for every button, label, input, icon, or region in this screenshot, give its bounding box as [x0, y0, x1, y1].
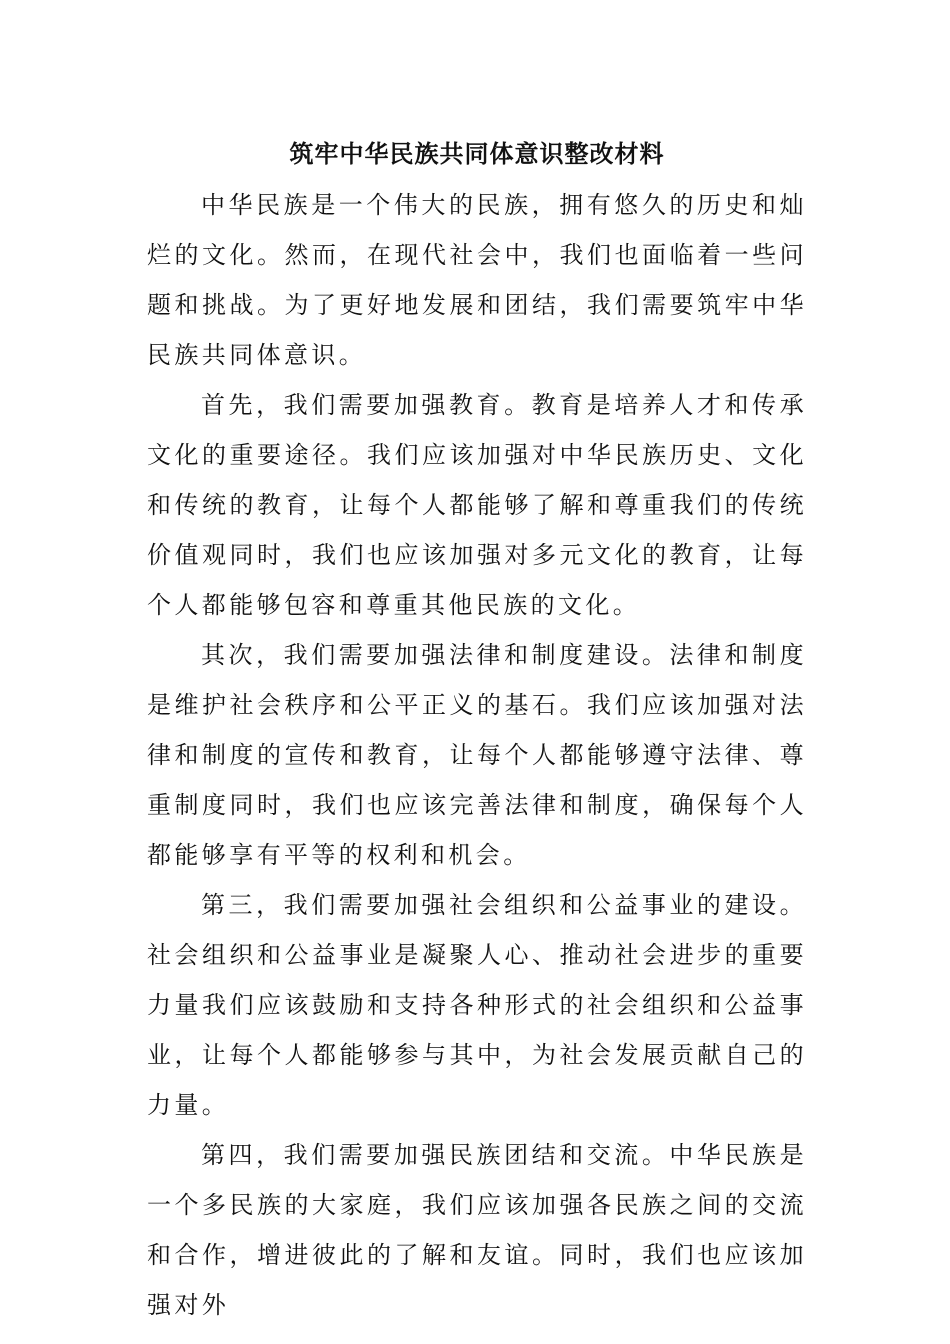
- document-page: [147, 138, 807, 1330]
- document-title: 筑牢中华民族共同体意识整改材料: [289, 139, 665, 168]
- paragraph-social-organizations: 第三，我们需要加强社会组织和公益事业的建设。社会组织和公益事业是凝聚人心、推动社会进步的重要力量我们应该鼓励和支持各种形式的社会组织和公益事业，让每个人都能够参与其中，为社会发展贡献自己的力量。: [147, 891, 807, 1119]
- paragraph-ethnic-unity: 第四，我们需要加强民族团结和交流。中华民族是一个多民族的大家庭，我们应该加强各民族之间的交流和合作，增进彼此的了解和友谊。同时，我们也应该加强对外: [147, 1141, 807, 1319]
- paragraph-intro: 中华民族是一个伟大的民族，拥有悠久的历史和灿烂的文化。然而，在现代社会中，我们也面临着一些问题和挑战。为了更好地发展和团结，我们需要筑牢中华民族共同体意识。: [147, 191, 807, 369]
- paragraph-education: 首先，我们需要加强教育。教育是培养人才和传承文化的重要途径。我们应该加强对中华民族历史、文化和传统的教育，让每个人都能够了解和尊重我们的传统价值观同时，我们也应该加强对多元文化的教育，让每个人都能够包容和尊重其他民族的文化。: [147, 391, 807, 619]
- paragraph-law-system: 其次，我们需要加强法律和制度建设。法律和制度是维护社会秩序和公平正义的基石。我们应该加强对法律和制度的宣传和教育，让每个人都能够遵守法律、尊重制度同时，我们也应该完善法律和制度，确保每个人都能够享有平等的权利和机会。: [147, 641, 807, 869]
